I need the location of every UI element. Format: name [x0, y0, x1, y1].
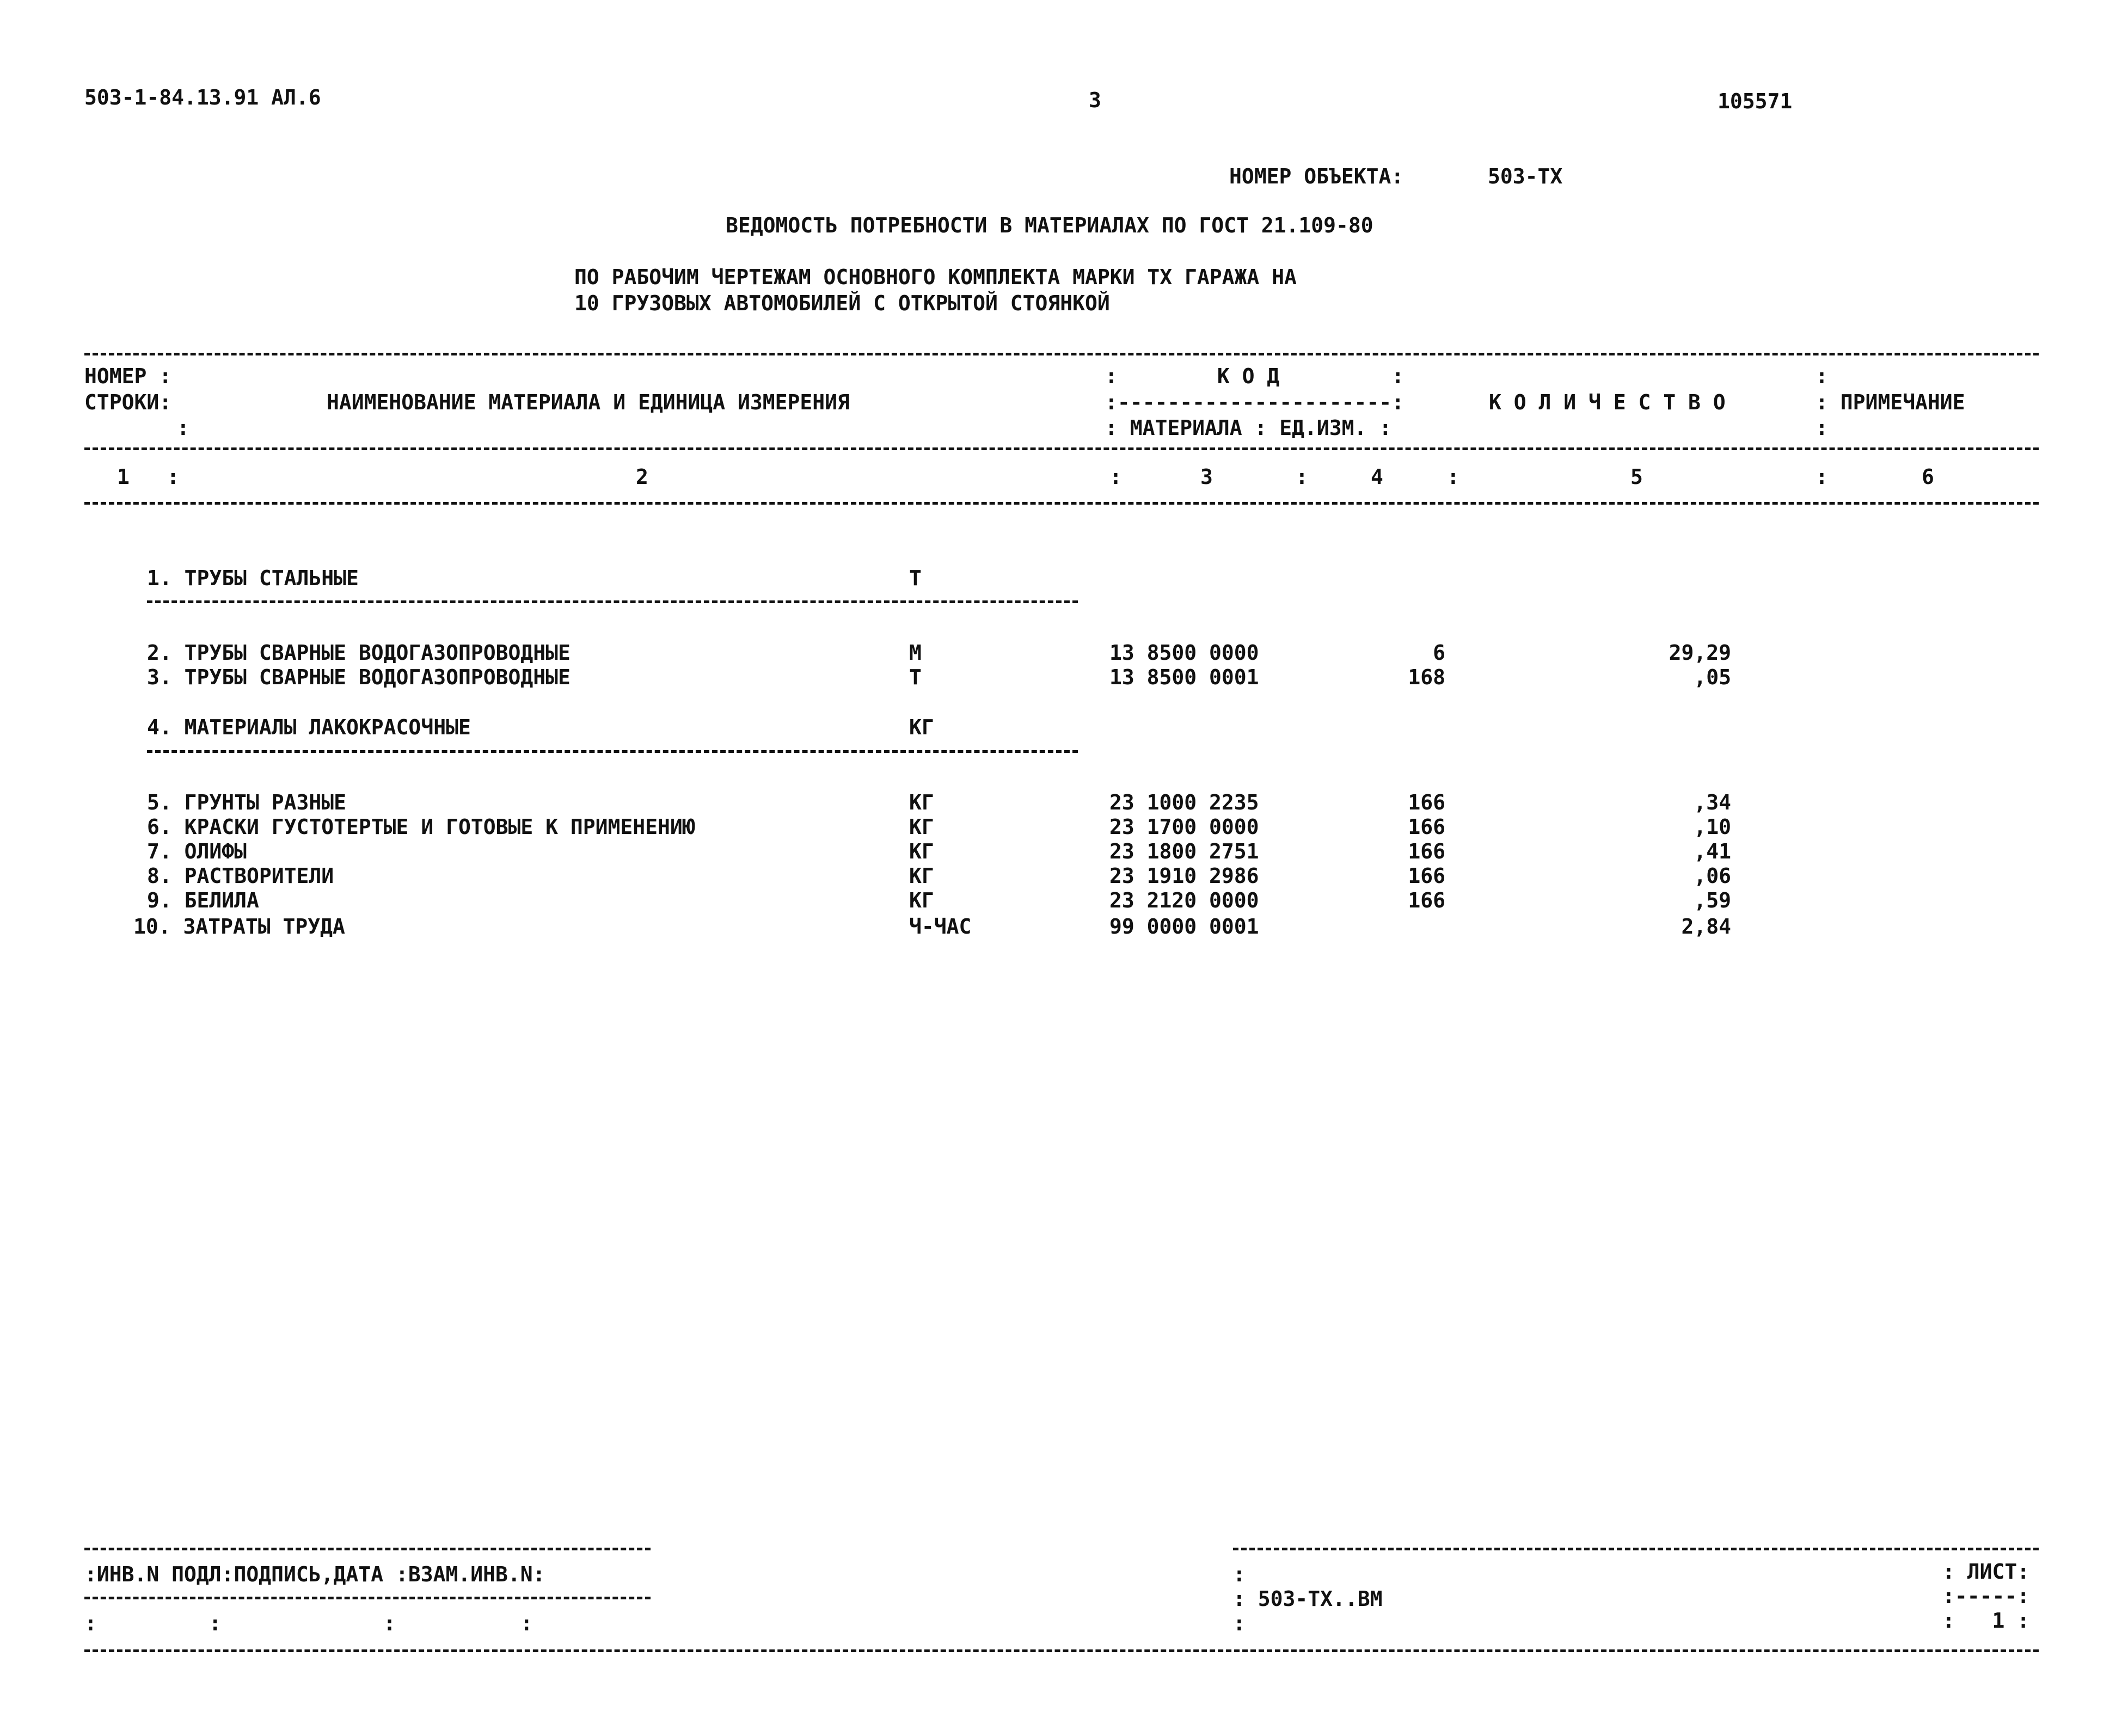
row-quantity: ,34	[1694, 790, 1731, 814]
row-unit-code: 166	[1408, 790, 1445, 814]
title-block-top-rule	[1233, 1548, 2039, 1550]
col-number-4: 4	[1371, 465, 1383, 489]
row-name: 2. ТРУБЫ СВАРНЫЕ ВОДОГАЗОПРОВОДНЫЕ	[147, 641, 571, 665]
header-note-line3: :	[1816, 416, 1828, 440]
archive-number: 105571	[1718, 89, 1793, 113]
row-name: 1. ТРУБЫ СТАЛЬНЫЕ	[147, 566, 359, 590]
col-separator-d: :	[1816, 465, 1828, 489]
row-unit: КГ	[909, 888, 934, 912]
col-number-1: 1 :	[117, 465, 180, 489]
header-code-line2: :----------------------:	[1105, 390, 1405, 414]
row-name: 7. ОЛИФЫ	[147, 839, 247, 863]
row-name: 8. РАСТВОРИТЕЛИ	[147, 864, 334, 888]
header-code-line1: : К О Д :	[1105, 364, 1405, 388]
header-material-name: НАИМЕНОВАНИЕ МАТЕРИАЛА И ЕДИНИЦА ИЗМЕРЕНИЯ	[327, 390, 850, 414]
row-quantity: ,59	[1694, 888, 1731, 912]
footer-bottom-rule	[84, 1649, 2039, 1652]
row-unit: КГ	[909, 815, 934, 839]
stamp-top-rule	[84, 1548, 651, 1550]
row-quantity: ,05	[1694, 665, 1731, 689]
stamp-middle-rule	[84, 1597, 651, 1599]
col-number-2: 2	[636, 465, 648, 489]
row-name: 10. ЗАТРАТЫ ТРУДА	[133, 915, 345, 938]
row-name: 4. МАТЕРИАЛЫ ЛАКОКРАСОЧНЫЕ	[147, 715, 471, 739]
object-number-value: 503-ТХ	[1488, 164, 1563, 188]
row-unit: Т	[909, 566, 922, 590]
row-material-code: 23 2120 0000	[1109, 888, 1259, 912]
header-row-number-line3: :	[177, 416, 189, 440]
row-unit: КГ	[909, 715, 934, 739]
row-unit-code: 168	[1408, 665, 1445, 689]
object-number-label: НОМЕР ОБЪЕКТА:	[1229, 164, 1404, 188]
row-quantity: ,10	[1694, 815, 1731, 839]
subtitle-line-2: 10 ГРУЗОВЫХ АВТОМОБИЛЕЙ С ОТКРЫТОЙ СТОЯНКОЙ	[574, 291, 1110, 315]
sheet-number: : 1 :	[1942, 1609, 2030, 1633]
section-rule	[147, 600, 1078, 603]
row-name: 6. КРАСКИ ГУСТОТЕРТЫЕ И ГОТОВЫЕ К ПРИМЕНЕНИЮ	[147, 815, 695, 839]
col-number-6: 6	[1922, 465, 1934, 489]
row-unit-code: 166	[1408, 888, 1445, 912]
header-note-line2: : ПРИМЕЧАНИЕ	[1816, 390, 1965, 414]
stamp-values: : : : :	[84, 1611, 533, 1635]
header-row-number-line1: НОМЕР :	[84, 364, 172, 388]
row-name: 5. ГРУНТЫ РАЗНЫЕ	[147, 790, 347, 814]
row-quantity: 2,84	[1681, 915, 1731, 938]
table-top-rule	[84, 353, 2039, 355]
row-material-code: 13 8500 0000	[1109, 641, 1259, 665]
document-title: ВЕДОМОСТЬ ПОТРЕБНОСТИ В МАТЕРИАЛАХ ПО ГОСТ 21.109-80	[726, 213, 1373, 237]
row-unit: М	[909, 641, 922, 665]
row-name: 3. ТРУБЫ СВАРНЫЕ ВОДОГАЗОПРОВОДНЫЕ	[147, 665, 571, 689]
row-quantity: ,41	[1694, 839, 1731, 863]
page-number: 3	[1089, 88, 1101, 112]
header-middle-rule	[84, 447, 2039, 450]
header-bottom-rule	[84, 502, 2039, 505]
row-material-code: 99 0000 0001	[1109, 915, 1259, 938]
row-unit-code: 166	[1408, 815, 1445, 839]
row-material-code: 13 8500 0001	[1109, 665, 1259, 689]
header-quantity: К О Л И Ч Е С Т В О	[1489, 390, 1726, 414]
subtitle-line-1: ПО РАБОЧИМ ЧЕРТЕЖАМ ОСНОВНОГО КОМПЛЕКТА МАРКИ ТХ ГАРАЖА НА	[574, 265, 1297, 289]
row-quantity: ,06	[1694, 864, 1731, 888]
col-number-3: 3	[1200, 465, 1213, 489]
row-quantity: 29,29	[1669, 641, 1731, 665]
row-unit: КГ	[909, 839, 934, 863]
row-unit-code: 166	[1408, 864, 1445, 888]
doc-code-colon-bottom: :	[1233, 1611, 1246, 1635]
row-name: 9. БЕЛИЛА	[147, 888, 259, 912]
header-code-line3: : МАТЕРИАЛА : ЕД.ИЗМ. :	[1105, 416, 1392, 440]
col-separator-b: :	[1296, 465, 1308, 489]
section-rule	[147, 750, 1078, 753]
row-unit-code: 166	[1408, 839, 1445, 863]
row-unit: КГ	[909, 790, 934, 814]
row-material-code: 23 1910 2986	[1109, 864, 1259, 888]
col-separator-c: :	[1447, 465, 1459, 489]
row-unit: Т	[909, 665, 922, 689]
sheet-label: : ЛИСТ:	[1942, 1560, 2030, 1584]
header-row-number-line2: СТРОКИ:	[84, 390, 172, 414]
footer-document-code: : 503-ТХ..ВМ	[1233, 1587, 1383, 1611]
col-number-5: 5	[1630, 465, 1643, 489]
row-material-code: 23 1700 0000	[1109, 815, 1259, 839]
header-note-line1: :	[1816, 364, 1828, 388]
stamp-header: :ИНВ.N ПОДЛ:ПОДПИСЬ,ДАТА :ВЗАМ.ИНВ.N:	[84, 1562, 545, 1586]
doc-code-colon-top: :	[1233, 1562, 1246, 1586]
col-separator-a: :	[1109, 465, 1122, 489]
row-material-code: 23 1800 2751	[1109, 839, 1259, 863]
row-unit: Ч-ЧАС	[909, 915, 972, 938]
row-material-code: 23 1000 2235	[1109, 790, 1259, 814]
row-unit-code: 6	[1433, 641, 1445, 665]
row-unit: КГ	[909, 864, 934, 888]
document-code: 503-1-84.13.91 АЛ.6	[84, 85, 321, 109]
sheet-separator: :-----:	[1942, 1584, 2030, 1608]
